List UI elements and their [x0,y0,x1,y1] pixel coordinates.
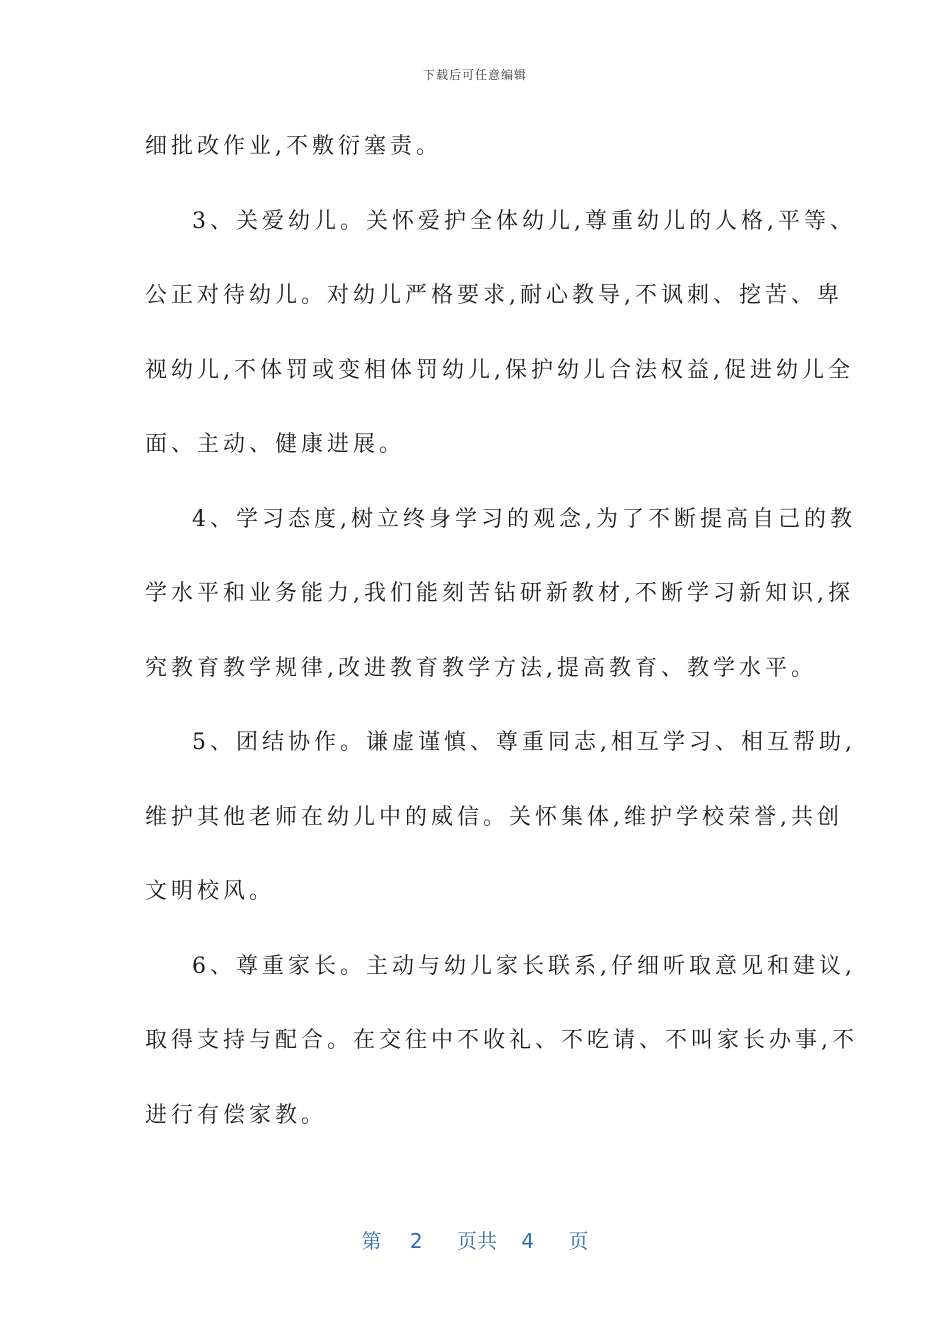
text-line: 面、主动、健康进展。 [145,432,406,457]
text-line: 维护其他老师在幼儿中的威信。关怀集体,维护学校荣誉,共创 [145,804,843,830]
text-line: 公正对待幼儿。对幼儿严格要求,耐心教导,不讽刺、挖苦、卑 [145,283,843,308]
text-line: 视幼儿,不体罚或变相体罚幼儿,保护幼儿合法权益,促进幼儿全 [145,357,854,383]
text-line: 进行有偿家教。 [145,1102,328,1128]
text-line: 4、学习态度,树立终身学习的观念,为了不断提高自己的教 [192,506,856,532]
page-total: 4 [521,1229,535,1253]
page-suffix: 页 [568,1229,589,1253]
document-body [145,120,858,1163]
text-line: 5、团结协作。谦虚谨慎、尊重同志,相互学习、相互帮助, [192,730,856,755]
page-prefix: 第 [361,1229,382,1253]
page-header: 下载后可任意编辑 [422,68,527,82]
text-line: 6、尊重家长。主动与幼儿家长联系,仔细听取意见和建议, [192,953,856,979]
text-line: 细批改作业,不敷衍塞责。 [145,134,442,159]
text-line: 文明校风。 [145,879,276,904]
page-footer [0,1225,950,1254]
text-line: 究教育教学规律,改进教育教学方法,提高教育、教学水平。 [145,655,817,681]
page-mid: 页共 [457,1229,497,1253]
page-number: 2 [409,1229,423,1253]
text-line: 取得支持与配合。在交往中不收礼、不吃请、不叫家长办事,不 [145,1028,858,1053]
text-line: 学水平和业务能力,我们能刻苦钻研新教材,不断学习新知识,探 [145,581,854,606]
text-line: 3、关爱幼儿。关怀爱护全体幼儿,尊重幼儿的人格,平等、 [192,208,856,234]
